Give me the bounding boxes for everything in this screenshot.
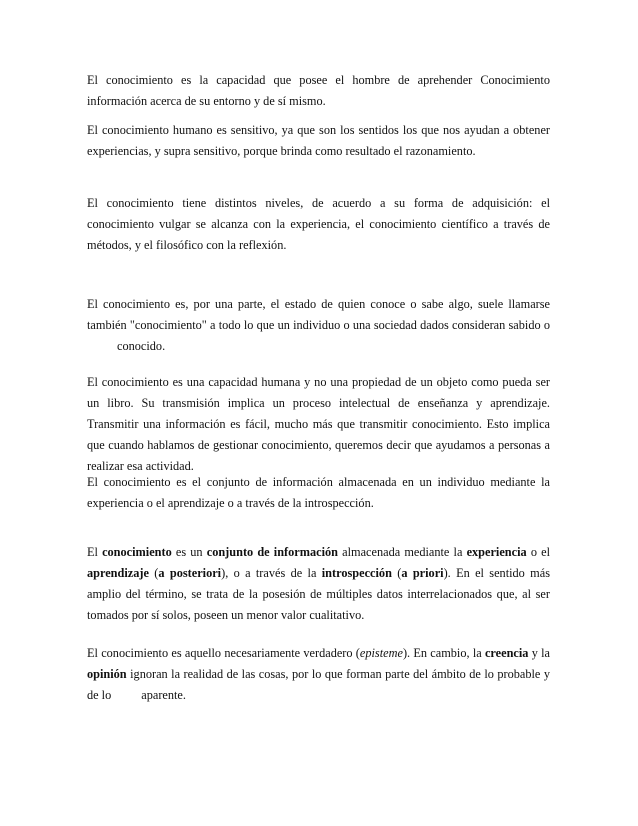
p7-text-7: ( [391,566,402,580]
p7-text-1: El [87,545,103,559]
paragraph-7 [87,542,550,626]
paragraph-6: El conocimiento es el conjunto de información almacenada en un individuo mediante la experiencia o el aprendizaje o a través de la introspección. [87,475,550,510]
p8-text-3: y la [528,646,550,660]
p7-text-2: es un [171,545,207,559]
p7-bold-conjunto: conjunto de información [206,545,338,559]
p7-text-4: o el [526,545,550,559]
p8-text-1: El conocimiento es aquello necesariamente verdadero ( [87,646,360,660]
p7-bold-introspeccion: introspección [321,566,392,580]
p7-bold-conocimiento: conocimiento [102,545,172,559]
p7-bold-a-posteriori: a posteriori [158,566,222,580]
p7-text-8: ). En el sentido más amplio del término, se trata de la posesión de múltiples datos interrelacionados que, al ser tomados por sí solos, poseen un menor valor cualitativo. [87,566,550,622]
p8-italic-episteme: episteme [359,646,403,660]
p7-bold-a-priori: a priori [401,566,444,580]
p8-text-5: aparente. [141,688,186,702]
p8-bold-opinion: opinión [87,667,127,681]
p7-bold-aprendizaje: aprendizaje [87,566,149,580]
p8-text-4: ignoran la realidad de las cosas, por lo que forman parte del ámbito de lo probable y de lo [87,667,550,702]
p8-bold-creencia: creencia [484,646,529,660]
p7-text-3: almacenada mediante la [338,545,467,559]
paragraph-3: El conocimiento tiene distintos niveles, de acuerdo a su forma de adquisición: el conocimiento vulgar se alcanza con la experiencia, el conocimiento científico a través de métodos, y el filosófico con la reflexión. [87,196,550,252]
paragraph-4-text: El conocimiento es, por una parte, el estado de quien conoce o sabe algo, suele llamarse también "conocimiento" a todo lo que un individuo o una sociedad dados consideran sabido o [87,297,550,332]
p7-text-6: ), o a través de la [221,566,322,580]
paragraph-5: El conocimiento es una capacidad humana y no una propiedad de un objeto como pueda ser un libro. Su transmisión implica un proceso intelectual de enseñanza y aprendizaje. Transmitir una información es fácil, mucho más que transmitir conocimiento. Esto implica que cuando hablamos de gestionar conocimiento, queremos decir que ayudamos a personas a realizar esa actividad. [87,375,550,473]
p7-text-5: ( [148,566,159,580]
paragraph-1: El conocimiento es la capacidad que posee el hombre de aprehender Conocimiento información acerca de su entorno y de sí mismo. [87,73,550,108]
paragraph-2: El conocimiento humano es sensitivo, ya que son los sentidos los que nos ayudan a obtener experiencias, y supra sensitivo, porque brinda como resultado el razonamiento. [87,123,550,158]
p7-bold-experiencia: experiencia [466,545,527,559]
paragraph-8 [87,643,550,706]
paragraph-4-tail: conocido. [117,339,166,353]
p8-text-2: ). En cambio, la [402,646,485,660]
paragraph-4 [87,294,550,357]
